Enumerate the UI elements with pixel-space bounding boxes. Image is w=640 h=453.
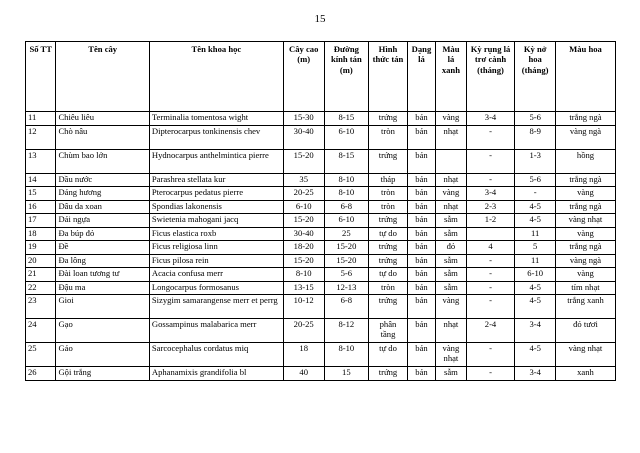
table-row <box>26 187 616 201</box>
cell-height: 30-40 <box>283 227 324 241</box>
cell-crown-form: tròn <box>369 125 408 149</box>
cell-leaf-fall: - <box>466 254 515 268</box>
cell-flower-color: trắng ngà <box>555 200 615 214</box>
cell-height: 18-20 <box>283 241 324 255</box>
cell-number: 26 <box>26 367 56 381</box>
cell-leaf-color: vàng <box>436 295 466 319</box>
cell-crown-diameter: 8-15 <box>324 112 369 126</box>
cell-flowering: 5 <box>515 241 556 255</box>
cell-leaf-type: bản <box>407 112 435 126</box>
cell-leaf-color: sẫm <box>436 268 466 282</box>
cell-flower-color: vàng nhạt <box>555 343 615 367</box>
cell-leaf-color: nhạt <box>436 125 466 149</box>
cell-flower-color: vàng <box>555 268 615 282</box>
cell-height: 6-10 <box>283 200 324 214</box>
cell-crown-form: tự do <box>369 227 408 241</box>
cell-leaf-color: vàng <box>436 112 466 126</box>
tree-species-table <box>25 41 616 381</box>
cell-flowering: 8-9 <box>515 125 556 149</box>
cell-leaf-type: bản <box>407 227 435 241</box>
column-header: Cây cao (m) <box>283 42 324 112</box>
cell-scientific-name: Aphanamixis grandifolia bl <box>149 367 283 381</box>
cell-common-name: Dầu nước <box>56 173 149 187</box>
cell-leaf-type: bản <box>407 367 435 381</box>
cell-scientific-name: Sarcocephalus cordatus miq <box>149 343 283 367</box>
cell-leaf-fall: - <box>466 367 515 381</box>
cell-crown-diameter: 6-10 <box>324 125 369 149</box>
column-header: Hình thức tán <box>369 42 408 112</box>
cell-crown-diameter: 12-13 <box>324 281 369 295</box>
cell-flowering: 4-5 <box>515 343 556 367</box>
cell-scientific-name: Spondias lakonensis <box>149 200 283 214</box>
cell-flowering: 11 <box>515 254 556 268</box>
cell-leaf-type: bản <box>407 343 435 367</box>
table-row <box>26 173 616 187</box>
cell-leaf-fall: - <box>466 295 515 319</box>
cell-crown-form: trứng <box>369 214 408 228</box>
cell-leaf-fall: 4 <box>466 241 515 255</box>
cell-leaf-color: sẫm <box>436 214 466 228</box>
cell-number: 19 <box>26 241 56 255</box>
cell-common-name: Đậu ma <box>56 281 149 295</box>
cell-flowering: 5-6 <box>515 173 556 187</box>
column-header: Màu hoa <box>555 42 615 112</box>
cell-flower-color: vàng ngà <box>555 254 615 268</box>
table-header-row <box>26 42 616 112</box>
table-row <box>26 149 616 173</box>
cell-flower-color: trắng xanh <box>555 295 615 319</box>
cell-crown-form: tròn <box>369 281 408 295</box>
cell-number: 14 <box>26 173 56 187</box>
cell-number: 17 <box>26 214 56 228</box>
cell-number: 16 <box>26 200 56 214</box>
cell-crown-diameter: 6-8 <box>324 295 369 319</box>
cell-common-name: Gội trắng <box>56 367 149 381</box>
cell-scientific-name: Pterocarpus pedatus pierre <box>149 187 283 201</box>
cell-flowering: 11 <box>515 227 556 241</box>
cell-crown-diameter: 15-20 <box>324 254 369 268</box>
cell-leaf-color: vàng nhạt <box>436 343 466 367</box>
table-row <box>26 200 616 214</box>
column-header: Màu lá xanh <box>436 42 466 112</box>
column-header: Kỳ nở hoa (tháng) <box>515 42 556 112</box>
table-row <box>26 367 616 381</box>
table-row <box>26 227 616 241</box>
table-row <box>26 295 616 319</box>
cell-leaf-color: nhạt <box>436 319 466 343</box>
cell-crown-diameter: 8-10 <box>324 173 369 187</box>
cell-leaf-fall: 2-3 <box>466 200 515 214</box>
cell-scientific-name: Ficus religiosa linn <box>149 241 283 255</box>
cell-scientific-name: Ficus pilosa rein <box>149 254 283 268</box>
cell-crown-form: tự do <box>369 268 408 282</box>
cell-leaf-fall: 1-2 <box>466 214 515 228</box>
cell-common-name: Gioi <box>56 295 149 319</box>
cell-common-name: Đa búp đỏ <box>56 227 149 241</box>
cell-crown-diameter: 8-10 <box>324 343 369 367</box>
table-row <box>26 319 616 343</box>
cell-leaf-fall: - <box>466 268 515 282</box>
cell-crown-form: trứng <box>369 295 408 319</box>
cell-leaf-type: bản <box>407 125 435 149</box>
cell-leaf-type: bản <box>407 319 435 343</box>
cell-flowering: 5-6 <box>515 112 556 126</box>
cell-leaf-fall: - <box>466 125 515 149</box>
cell-scientific-name: Dipterocarpus tonkinensis chev <box>149 125 283 149</box>
cell-flowering: 3-4 <box>515 319 556 343</box>
cell-leaf-color: vàng <box>436 187 466 201</box>
cell-common-name: Dâu da xoan <box>56 200 149 214</box>
cell-height: 30-40 <box>283 125 324 149</box>
cell-leaf-color: sẫm <box>436 254 466 268</box>
cell-leaf-fall: 2-4 <box>466 319 515 343</box>
cell-number: 21 <box>26 268 56 282</box>
cell-crown-form: trứng <box>369 149 408 173</box>
cell-leaf-color: sẫm <box>436 281 466 295</box>
page-number: 15 <box>314 13 326 25</box>
cell-leaf-color: sẫm <box>436 227 466 241</box>
cell-height: 40 <box>283 367 324 381</box>
table-row <box>26 343 616 367</box>
cell-flower-color: vàng nhạt <box>555 214 615 228</box>
cell-leaf-type: bản <box>407 200 435 214</box>
cell-leaf-type: bản <box>407 268 435 282</box>
cell-flowering: 6-10 <box>515 268 556 282</box>
cell-scientific-name: Acacia confusa merr <box>149 268 283 282</box>
cell-crown-form: trứng <box>369 254 408 268</box>
cell-leaf-type: bản <box>407 214 435 228</box>
cell-flowering: 4-5 <box>515 281 556 295</box>
cell-scientific-name: Swietenia mahogani jacq <box>149 214 283 228</box>
column-header: Đường kính tán (m) <box>324 42 369 112</box>
cell-leaf-color: đỏ <box>436 241 466 255</box>
cell-flowering: 3-4 <box>515 367 556 381</box>
cell-number: 15 <box>26 187 56 201</box>
cell-crown-diameter: 8-15 <box>324 149 369 173</box>
cell-crown-form: phân tầng <box>369 319 408 343</box>
cell-scientific-name: Gossampinus malabarica merr <box>149 319 283 343</box>
column-header: Kỳ rụng lá trơ cành (tháng) <box>466 42 515 112</box>
cell-common-name: Đài loan tương tư <box>56 268 149 282</box>
cell-number: 18 <box>26 227 56 241</box>
cell-leaf-type: bản <box>407 254 435 268</box>
cell-crown-diameter: 8-10 <box>324 187 369 201</box>
cell-common-name: Dáng hương <box>56 187 149 201</box>
cell-leaf-color: nhạt <box>436 200 466 214</box>
cell-height: 8-10 <box>283 268 324 282</box>
cell-common-name: Gáo <box>56 343 149 367</box>
cell-crown-form: trứng <box>369 241 408 255</box>
cell-scientific-name: Sizygim samarangense merr et perrg <box>149 295 283 319</box>
cell-leaf-fall: - <box>466 149 515 173</box>
cell-flower-color: trắng ngà <box>555 112 615 126</box>
cell-crown-diameter: 15-20 <box>324 241 369 255</box>
cell-height: 15-30 <box>283 112 324 126</box>
column-header: Tên cây <box>56 42 149 112</box>
cell-flower-color: xanh <box>555 367 615 381</box>
cell-number: 20 <box>26 254 56 268</box>
table-row <box>26 281 616 295</box>
cell-common-name: Gạo <box>56 319 149 343</box>
cell-height: 13-15 <box>283 281 324 295</box>
table-row <box>26 254 616 268</box>
cell-leaf-type: bản <box>407 173 435 187</box>
cell-leaf-fall: 3-4 <box>466 187 515 201</box>
cell-leaf-color: sẫm <box>436 367 466 381</box>
cell-common-name: Chiêu liêu <box>56 112 149 126</box>
cell-height: 35 <box>283 173 324 187</box>
cell-number: 12 <box>26 125 56 149</box>
column-header: Dạng lá <box>407 42 435 112</box>
cell-number: 23 <box>26 295 56 319</box>
cell-crown-diameter: 5-6 <box>324 268 369 282</box>
cell-height: 20-25 <box>283 319 324 343</box>
cell-flower-color: vàng <box>555 187 615 201</box>
table-row <box>26 241 616 255</box>
cell-common-name: Chò nâu <box>56 125 149 149</box>
cell-crown-diameter: 8-12 <box>324 319 369 343</box>
cell-flowering: 4-5 <box>515 200 556 214</box>
cell-crown-diameter: 6-10 <box>324 214 369 228</box>
table-row <box>26 268 616 282</box>
cell-flower-color: vàng ngà <box>555 125 615 149</box>
cell-leaf-color <box>436 149 466 173</box>
cell-number: 24 <box>26 319 56 343</box>
cell-flowering: 4-5 <box>515 295 556 319</box>
cell-crown-form: tự do <box>369 343 408 367</box>
cell-crown-form: tháp <box>369 173 408 187</box>
cell-leaf-type: bản <box>407 281 435 295</box>
cell-height: 15-20 <box>283 254 324 268</box>
cell-number: 13 <box>26 149 56 173</box>
cell-leaf-fall: 3-4 <box>466 112 515 126</box>
cell-flower-color: tím nhạt <box>555 281 615 295</box>
cell-crown-diameter: 6-8 <box>324 200 369 214</box>
cell-crown-form: tròn <box>369 187 408 201</box>
cell-flowering: - <box>515 187 556 201</box>
cell-common-name: Đa lông <box>56 254 149 268</box>
table-body <box>26 112 616 381</box>
cell-flower-color: hồng <box>555 149 615 173</box>
cell-crown-diameter: 15 <box>324 367 369 381</box>
cell-crown-form: trứng <box>369 112 408 126</box>
cell-leaf-fall: - <box>466 343 515 367</box>
cell-height: 18 <box>283 343 324 367</box>
cell-flowering: 4-5 <box>515 214 556 228</box>
cell-height: 10-12 <box>283 295 324 319</box>
cell-number: 11 <box>26 112 56 126</box>
cell-flower-color: vàng <box>555 227 615 241</box>
cell-crown-form: tròn <box>369 200 408 214</box>
cell-flower-color: trắng ngà <box>555 241 615 255</box>
cell-crown-diameter: 25 <box>324 227 369 241</box>
cell-leaf-fall: - <box>466 281 515 295</box>
cell-leaf-type: bản <box>407 241 435 255</box>
cell-height: 15-20 <box>283 149 324 173</box>
cell-flower-color: trắng ngà <box>555 173 615 187</box>
cell-flower-color: đỏ tươi <box>555 319 615 343</box>
cell-scientific-name: Hydnocarpus anthelmintica pierre <box>149 149 283 173</box>
cell-number: 22 <box>26 281 56 295</box>
cell-scientific-name: Longocarpus formosanus <box>149 281 283 295</box>
cell-height: 15-20 <box>283 214 324 228</box>
column-header: Tên khoa học <box>149 42 283 112</box>
cell-leaf-fall <box>466 227 515 241</box>
cell-crown-form: trứng <box>369 367 408 381</box>
cell-common-name: Dái ngựa <box>56 214 149 228</box>
table-row <box>26 112 616 126</box>
cell-flowering: 1-3 <box>515 149 556 173</box>
cell-leaf-type: bản <box>407 187 435 201</box>
cell-leaf-type: bản <box>407 149 435 173</box>
cell-number: 25 <box>26 343 56 367</box>
cell-scientific-name: Terminalia tomentosa wight <box>149 112 283 126</box>
table-row <box>26 125 616 149</box>
column-header: Số TT <box>26 42 56 112</box>
cell-leaf-color: nhạt <box>436 173 466 187</box>
cell-common-name: Chùm bao lớn <box>56 149 149 173</box>
cell-leaf-fall: - <box>466 173 515 187</box>
cell-height: 20-25 <box>283 187 324 201</box>
cell-scientific-name: Parashrea stellata kur <box>149 173 283 187</box>
table-row <box>26 214 616 228</box>
cell-scientific-name: Ficus elastica roxb <box>149 227 283 241</box>
cell-leaf-type: bản <box>407 295 435 319</box>
cell-common-name: Đề <box>56 241 149 255</box>
